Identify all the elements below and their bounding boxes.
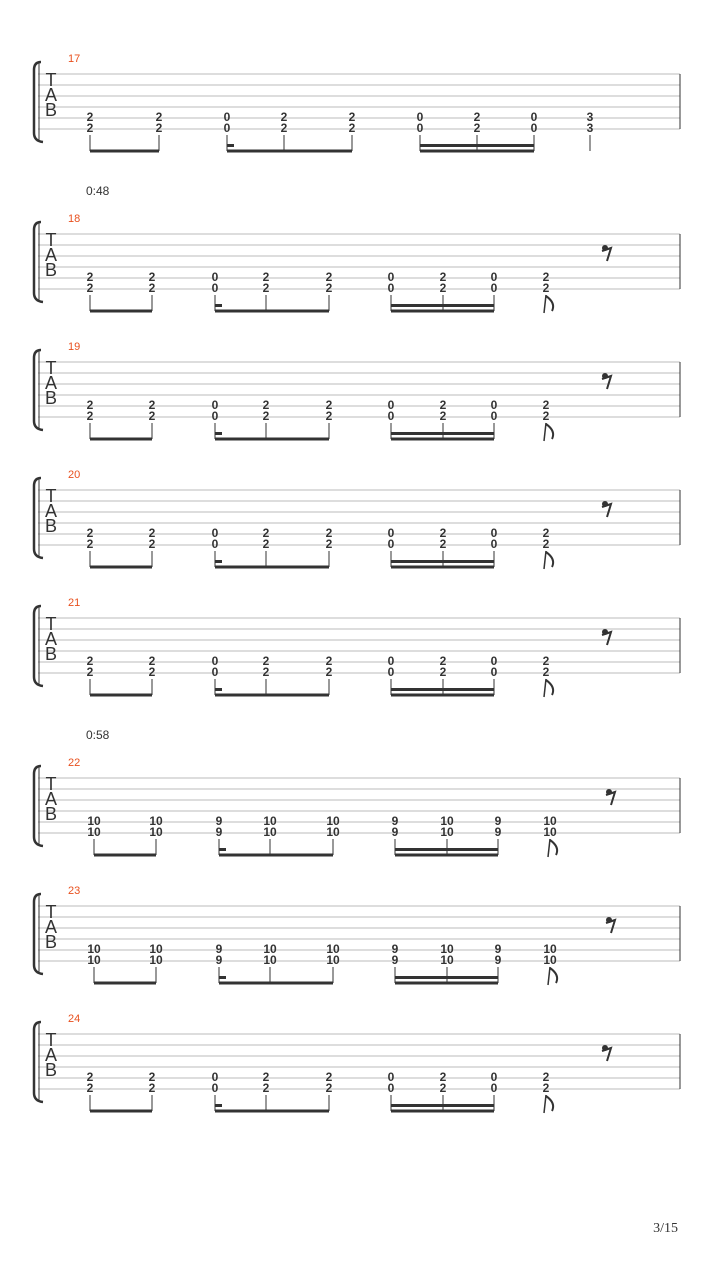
fret-number: 10 xyxy=(326,953,340,967)
fret-number: 0 xyxy=(530,121,538,135)
tab-clef-letter: T xyxy=(45,614,57,634)
beam xyxy=(391,694,494,697)
fret-number: 2 xyxy=(542,270,550,284)
fret-number: 0 xyxy=(387,665,395,679)
tab-clef-letter: B xyxy=(44,1060,58,1080)
fret-number: 2 xyxy=(542,1081,550,1095)
fret-number: 2 xyxy=(325,654,333,668)
beam xyxy=(90,1110,152,1113)
beam-secondary xyxy=(395,976,498,979)
tab-clef-letter: B xyxy=(44,516,58,536)
fret-number: 10 xyxy=(440,953,454,967)
fret-number: 2 xyxy=(325,409,333,423)
fret-number: 2 xyxy=(148,526,156,540)
fret-number: 0 xyxy=(490,654,498,668)
fret-number: 9 xyxy=(494,814,502,828)
fret-number: 2 xyxy=(473,110,481,124)
fret-number: 0 xyxy=(490,398,498,412)
fret-number: 9 xyxy=(391,814,399,828)
fret-number: 10 xyxy=(543,942,557,956)
fret-number: 0 xyxy=(211,409,219,423)
beam xyxy=(94,982,156,985)
tab-clef-letter: A xyxy=(44,917,58,937)
beam xyxy=(391,1110,494,1113)
fret-number: 9 xyxy=(215,814,223,828)
tab-clef-letter: A xyxy=(44,85,58,105)
measure-number: 18 xyxy=(68,213,81,225)
timestamp: 0:48 xyxy=(86,184,110,198)
beam xyxy=(227,150,352,153)
fret-number: 2 xyxy=(86,121,94,135)
tab-clef-letter: T xyxy=(45,1030,57,1050)
eighth-rest-stroke xyxy=(602,632,611,645)
fret-number: 0 xyxy=(387,526,395,540)
measure-number: 23 xyxy=(68,885,81,897)
beam xyxy=(90,566,152,569)
fret-number: 2 xyxy=(439,526,447,540)
beam-partial xyxy=(215,688,222,691)
fret-number: 2 xyxy=(542,281,550,295)
fret-number: 2 xyxy=(439,409,447,423)
note-flag xyxy=(546,296,553,311)
beam xyxy=(420,150,534,153)
tab-clef-letter: A xyxy=(44,373,58,393)
tab-clef-letter: A xyxy=(44,245,58,265)
fret-number: 10 xyxy=(326,814,340,828)
fret-number: 0 xyxy=(387,1081,395,1095)
fret-number: 0 xyxy=(211,526,219,540)
fret-number: 10 xyxy=(440,825,454,839)
fret-number: 2 xyxy=(542,537,550,551)
note-flag xyxy=(550,968,557,983)
fret-number: 10 xyxy=(326,942,340,956)
fret-number: 0 xyxy=(490,270,498,284)
measure-number: 17 xyxy=(68,53,81,65)
fret-number: 2 xyxy=(262,409,270,423)
fret-number: 2 xyxy=(148,1070,156,1084)
fret-number: 9 xyxy=(391,953,399,967)
beam-partial xyxy=(219,848,226,851)
beam xyxy=(215,438,329,441)
fret-number: 2 xyxy=(262,1081,270,1095)
note-flag xyxy=(546,680,553,695)
fret-number: 0 xyxy=(490,1070,498,1084)
note-stem xyxy=(544,295,546,313)
fret-number: 2 xyxy=(262,665,270,679)
fret-number: 10 xyxy=(440,942,454,956)
fret-number: 10 xyxy=(87,825,101,839)
page-number: 3/15 xyxy=(653,1221,678,1236)
fret-number: 10 xyxy=(263,953,277,967)
fret-number: 0 xyxy=(490,526,498,540)
fret-number: 2 xyxy=(348,110,356,124)
fret-number: 9 xyxy=(494,942,502,956)
fret-number: 2 xyxy=(325,398,333,412)
fret-number: 2 xyxy=(86,1081,94,1095)
fret-number: 10 xyxy=(87,953,101,967)
fret-number: 0 xyxy=(211,665,219,679)
beam xyxy=(215,566,329,569)
beam-secondary xyxy=(391,688,494,691)
fret-number: 2 xyxy=(148,654,156,668)
fret-number: 2 xyxy=(348,121,356,135)
fret-number: 2 xyxy=(280,121,288,135)
fret-number: 2 xyxy=(86,537,94,551)
fret-number: 2 xyxy=(439,654,447,668)
note-flag xyxy=(546,424,553,439)
fret-number: 10 xyxy=(543,953,557,967)
fret-number: 2 xyxy=(325,526,333,540)
fret-number: 2 xyxy=(148,281,156,295)
beam xyxy=(215,694,329,697)
fret-number: 0 xyxy=(490,409,498,423)
fret-number: 9 xyxy=(391,942,399,956)
fret-number: 2 xyxy=(86,409,94,423)
fret-number: 2 xyxy=(148,398,156,412)
fret-number: 0 xyxy=(490,281,498,295)
fret-number: 0 xyxy=(211,1081,219,1095)
fret-number: 10 xyxy=(326,825,340,839)
beam xyxy=(391,310,494,313)
note-stem xyxy=(544,423,546,441)
fret-number: 2 xyxy=(542,409,550,423)
beam xyxy=(395,982,498,985)
fret-number: 10 xyxy=(87,814,101,828)
fret-number: 2 xyxy=(325,1070,333,1084)
fret-number: 2 xyxy=(439,537,447,551)
beam-partial xyxy=(215,560,222,563)
beam xyxy=(391,438,494,441)
measure-number: 19 xyxy=(68,341,81,353)
fret-number: 2 xyxy=(439,1070,447,1084)
fret-number: 2 xyxy=(542,526,550,540)
fret-number: 2 xyxy=(542,665,550,679)
note-stem xyxy=(548,967,550,985)
fret-number: 2 xyxy=(86,281,94,295)
fret-number: 2 xyxy=(86,654,94,668)
beam-secondary xyxy=(391,304,494,307)
fret-number: 0 xyxy=(387,654,395,668)
note-flag xyxy=(546,1096,553,1111)
eighth-rest-stroke xyxy=(602,504,611,517)
fret-number: 2 xyxy=(325,281,333,295)
fret-number: 10 xyxy=(263,942,277,956)
tab-clef-letter: T xyxy=(45,358,57,378)
fret-number: 2 xyxy=(439,270,447,284)
beam-secondary xyxy=(391,1104,494,1107)
tab-clef-letter: T xyxy=(45,230,57,250)
measure-number: 20 xyxy=(68,469,81,481)
tab-clef-letter: T xyxy=(45,70,57,90)
fret-number: 9 xyxy=(391,825,399,839)
fret-number: 0 xyxy=(211,537,219,551)
beam xyxy=(90,310,152,313)
fret-number: 10 xyxy=(149,814,163,828)
fret-number: 10 xyxy=(543,814,557,828)
fret-number: 10 xyxy=(87,942,101,956)
fret-number: 2 xyxy=(262,537,270,551)
beam-secondary xyxy=(395,848,498,851)
tab-clef-letter: B xyxy=(44,932,58,952)
fret-number: 9 xyxy=(494,825,502,839)
tab-clef-letter: A xyxy=(44,629,58,649)
fret-number: 0 xyxy=(490,665,498,679)
eighth-rest-stroke xyxy=(602,248,611,261)
fret-number: 2 xyxy=(542,1070,550,1084)
fret-number: 2 xyxy=(262,1070,270,1084)
fret-number: 9 xyxy=(494,953,502,967)
beam-secondary xyxy=(391,432,494,435)
eighth-rest-stroke xyxy=(602,376,611,389)
fret-number: 2 xyxy=(439,281,447,295)
beam xyxy=(391,566,494,569)
fret-number: 0 xyxy=(387,281,395,295)
fret-number: 2 xyxy=(542,398,550,412)
tab-clef-letter: B xyxy=(44,804,58,824)
measure-number: 24 xyxy=(68,1013,81,1025)
beam xyxy=(219,854,333,857)
fret-number: 0 xyxy=(223,110,231,124)
beam-partial xyxy=(215,304,222,307)
fret-number: 0 xyxy=(416,110,424,124)
fret-number: 0 xyxy=(387,270,395,284)
fret-number: 0 xyxy=(490,1081,498,1095)
tab-clef-letter: A xyxy=(44,501,58,521)
fret-number: 2 xyxy=(542,654,550,668)
fret-number: 2 xyxy=(325,270,333,284)
fret-number: 2 xyxy=(439,665,447,679)
fret-number: 0 xyxy=(211,270,219,284)
beam-partial xyxy=(215,432,222,435)
beam xyxy=(90,694,152,697)
eighth-rest-stroke xyxy=(606,920,615,933)
beam-partial xyxy=(219,976,226,979)
tab-clef-letter: B xyxy=(44,260,58,280)
beam-partial xyxy=(215,1104,222,1107)
fret-number: 2 xyxy=(280,110,288,124)
fret-number: 0 xyxy=(387,398,395,412)
fret-number: 3 xyxy=(586,121,594,135)
beam xyxy=(395,854,498,857)
fret-number: 2 xyxy=(148,409,156,423)
fret-number: 2 xyxy=(86,665,94,679)
beam-secondary xyxy=(391,560,494,563)
beam xyxy=(94,854,156,857)
note-flag xyxy=(550,840,557,855)
fret-number: 10 xyxy=(149,953,163,967)
fret-number: 2 xyxy=(325,1081,333,1095)
tab-clef-letter: B xyxy=(44,388,58,408)
note-stem xyxy=(544,551,546,569)
fret-number: 9 xyxy=(215,953,223,967)
fret-number: 0 xyxy=(416,121,424,135)
fret-number: 2 xyxy=(155,121,163,135)
measure-number: 22 xyxy=(68,757,81,769)
fret-number: 0 xyxy=(223,121,231,135)
fret-number: 2 xyxy=(262,398,270,412)
fret-number: 10 xyxy=(149,942,163,956)
note-flag xyxy=(546,552,553,567)
fret-number: 2 xyxy=(86,526,94,540)
fret-number: 3 xyxy=(586,110,594,124)
fret-number: 2 xyxy=(155,110,163,124)
eighth-rest-stroke xyxy=(606,792,615,805)
fret-number: 2 xyxy=(148,665,156,679)
tab-clef-letter: B xyxy=(44,644,58,664)
fret-number: 0 xyxy=(530,110,538,124)
fret-number: 0 xyxy=(211,1070,219,1084)
fret-number: 2 xyxy=(262,526,270,540)
fret-number: 9 xyxy=(215,942,223,956)
note-stem xyxy=(544,679,546,697)
note-stem xyxy=(544,1095,546,1113)
fret-number: 10 xyxy=(149,825,163,839)
fret-number: 10 xyxy=(440,814,454,828)
tab-clef-letter: T xyxy=(45,486,57,506)
fret-number: 10 xyxy=(263,814,277,828)
fret-number: 0 xyxy=(211,654,219,668)
measure-number: 21 xyxy=(68,597,81,609)
fret-number: 0 xyxy=(211,398,219,412)
fret-number: 0 xyxy=(387,409,395,423)
fret-number: 2 xyxy=(86,1070,94,1084)
fret-number: 2 xyxy=(262,270,270,284)
fret-number: 2 xyxy=(148,270,156,284)
fret-number: 2 xyxy=(439,398,447,412)
fret-number: 2 xyxy=(325,537,333,551)
fret-number: 2 xyxy=(86,110,94,124)
fret-number: 2 xyxy=(148,1081,156,1095)
fret-number: 2 xyxy=(439,1081,447,1095)
tab-clef-letter: A xyxy=(44,789,58,809)
fret-number: 2 xyxy=(86,398,94,412)
fret-number: 10 xyxy=(543,825,557,839)
fret-number: 9 xyxy=(215,825,223,839)
beam-partial xyxy=(227,144,234,147)
beam xyxy=(219,982,333,985)
beam-secondary xyxy=(420,144,534,147)
fret-number: 2 xyxy=(473,121,481,135)
tab-clef-letter: T xyxy=(45,774,57,794)
timestamp: 0:58 xyxy=(86,728,110,742)
fret-number: 2 xyxy=(148,537,156,551)
tab-clef-letter: A xyxy=(44,1045,58,1065)
fret-number: 10 xyxy=(263,825,277,839)
fret-number: 2 xyxy=(262,281,270,295)
beam xyxy=(90,150,159,153)
beam xyxy=(90,438,152,441)
tab-clef-letter: T xyxy=(45,902,57,922)
note-stem xyxy=(548,839,550,857)
beam xyxy=(215,310,329,313)
tab-clef-letter: B xyxy=(44,100,58,120)
fret-number: 2 xyxy=(262,654,270,668)
beam xyxy=(215,1110,329,1113)
fret-number: 0 xyxy=(490,537,498,551)
fret-number: 0 xyxy=(387,537,395,551)
fret-number: 0 xyxy=(211,281,219,295)
eighth-rest-stroke xyxy=(602,1048,611,1061)
fret-number: 2 xyxy=(325,665,333,679)
fret-number: 2 xyxy=(86,270,94,284)
fret-number: 0 xyxy=(387,1070,395,1084)
